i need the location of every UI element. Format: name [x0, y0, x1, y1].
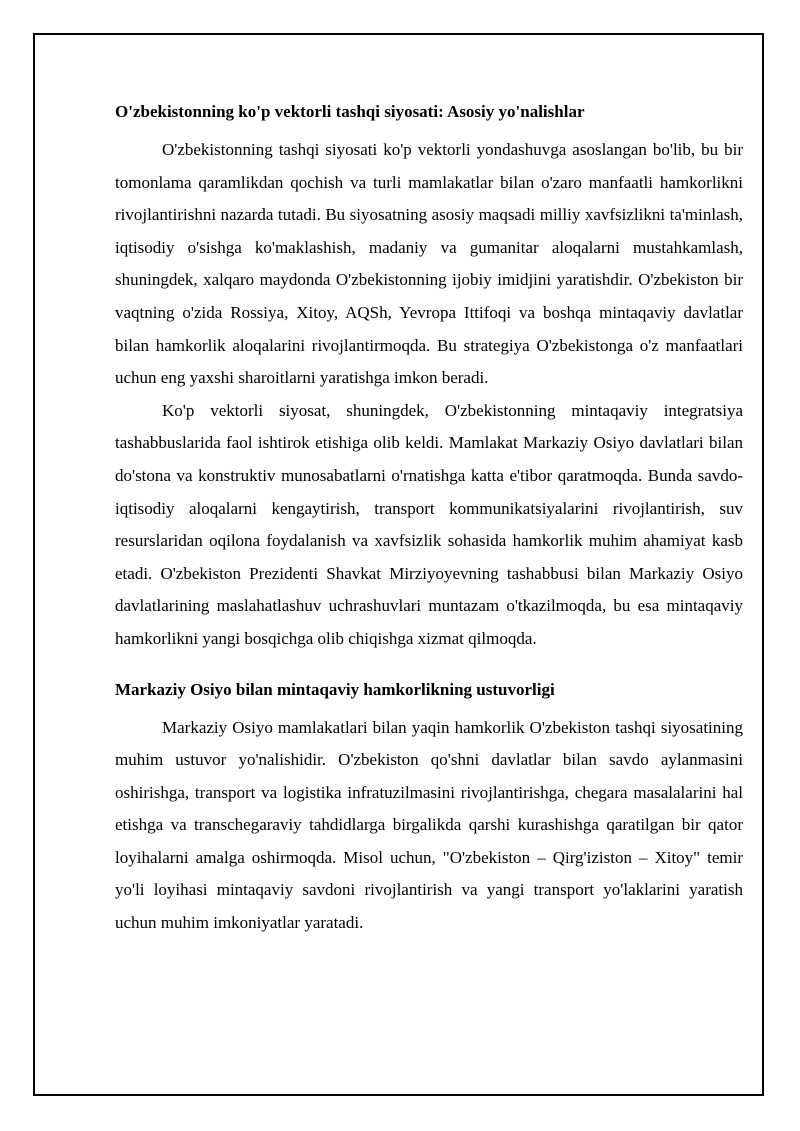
- section-heading-central-asia-priority: Markaziy Osiyo bilan mintaqaviy hamkorlikning ustuvorligi: [115, 679, 555, 699]
- section-heading-multivector-policy: O'zbekistonning ko'p vektorli tashqi siyosati: Asosiy yo'nalishlar: [115, 102, 585, 121]
- paragraph-policy-overview: O'zbekistonning tashqi siyosati ko'p vektorli yondashuvga asoslangan bo'lib, bu bir tomonlama qaramlikdan qochish va turli mamlakatlar bilan o'zaro manfaatli hamkorlikni rivojlantirishni nazarda tutadi. Bu siyosatning asosiy maqsadi milliy xavfsizlikni ta'minlash, iqtisodiy o'sishga ko'maklashish, madaniy va gumanitar aloqalarni mustahkamlash, shuningdek, xalqaro maydonda O'zbekistonning ijobiy imidjini yaratishdir. O'zbekiston bir vaqtning o'zida Rossiya, Xitoy, AQSh, Yevropa Ittifoqi va boshqa mintaqaviy davlatlar bilan hamkorlik aloqalarini rivojlantirmoqda. Bu strategiya O'zbekistonga o'z manfaatlari uchun eng yaxshi sharoitlarni yaratishga imkon beradi.: [115, 140, 743, 388]
- document-body: [115, 98, 743, 940]
- paragraph-central-asia-cooperation: Markaziy Osiyo mamlakatlari bilan yaqin hamkorlik O'zbekiston tashqi siyosatining muhim ustuvor yo'nalishidir. O'zbekiston qo'shni davlatlar bilan savdo aylanmasini oshirishga, transport va logistika infratuzilmasini rivojlantirishga, chegara masalalarini hal etishga va transchegaraviy tahdidlarga birgalikda qarshi kurashishga qaratilgan bir qator loyihalarni amalga oshirmoqda. Misol uchun, "O'zbekiston – Qirg'iziston – Xitoy" temir yo'li loyihasi mintaqaviy savdoni rivojlantirish va yangi transport yo'laklarini yaratish uchun muhim imkoniyatlar yaratadi.: [115, 717, 743, 933]
- paragraph-regional-integration: Ko'p vektorli siyosat, shuningdek, O'zbekistonning mintaqaviy integratsiya tashabbuslarida faol ishtirok etishiga olib keldi. Mamlakat Markaziy Osiyo davlatlari bilan do'stona va konstruktiv munosabatlarni o'rnatishga katta e'tibor qaratmoqda. Bunda savdo-iqtisodiy aloqalarni kengaytirish, transport kommunikatsiyalarini rivojlantirish, suv resurslaridan oqilona foydalanish va xavfsizlik sohasida hamkorlik muhim ahamiyat kasb etadi. O'zbekiston Prezidenti Shavkat Mirziyoyevning tashabbusi bilan Markaziy Osiyo davlatlarining maslahatlashuv uchrashuvlari muntazam o'tkazilmoqda, bu esa mintaqaviy hamkorlikni yangi bosqichga olib chiqishga xizmat qilmoqda.: [115, 400, 743, 648]
